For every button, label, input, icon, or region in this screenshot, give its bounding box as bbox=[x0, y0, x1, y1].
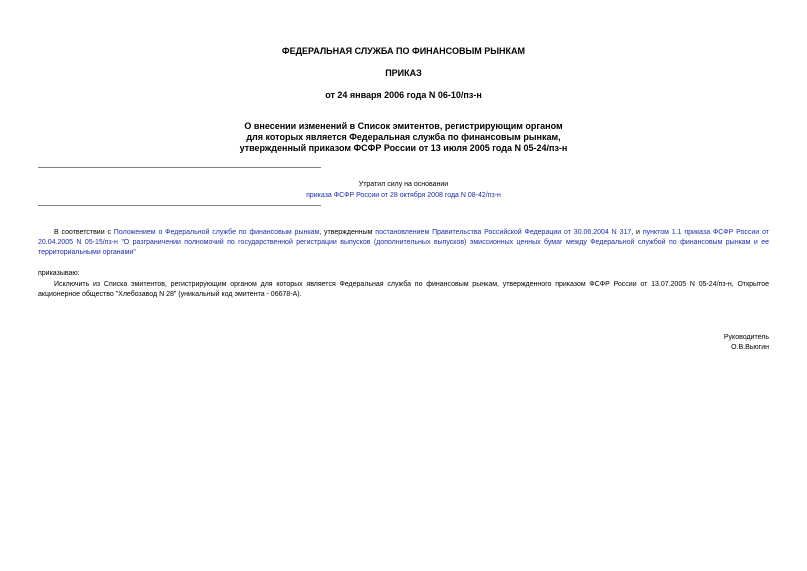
order-clause-link[interactable]: пунктом 1.1 приказа ФСФР России от 20.04.2005 N 05-15/пз-н "О разграничении полномочий по государственной регистрации выпусков (дополнительных выпусков) эмиссионных ценных бумаг между Федеральной службой по финансовым рынкам и ее территориальными органами" bbox=[38, 229, 770, 256]
repeal-link[interactable]: приказа ФСФР России от 28 октября 2008 года N 08-42/пз-н bbox=[306, 192, 501, 199]
order-text: Исключить из Списка эмитентов, регистрирующим органом для которых является Федеральная служба по финансовым рынкам, утвержденного приказом ФСФР России от 13.07.2005 N 05-24/пз-н, Открытое акционерное общество "Хлебозавод N 28" (уникальный код эмитента - 06678-А). bbox=[38, 281, 769, 298]
doc-type-heading: ПРИКАЗ bbox=[385, 68, 422, 78]
repeal-link-row bbox=[0, 191, 807, 201]
preamble-text-3: , и bbox=[631, 229, 643, 236]
doc-date-number: от 24 января 2006 года N 06-10/пз-н bbox=[325, 90, 482, 100]
doc-title-line-2: для которых является Федеральная служба по финансовым рынкам, bbox=[246, 132, 561, 142]
doc-title-line-3: утвержденный приказом ФСФР России от 13 июля 2005 года N 05-24/пз-н bbox=[239, 143, 568, 153]
agency-heading: ФЕДЕРАЛЬНАЯ СЛУЖБА ПО ФИНАНСОВЫМ РЫНКАМ bbox=[281, 46, 526, 56]
doc-title-line-1: О внесении изменений в Список эмитентов, регистрирующим органом bbox=[244, 121, 563, 131]
preamble-paragraph bbox=[38, 228, 769, 258]
preamble-text-2: , утвержденным bbox=[319, 229, 376, 236]
signature-name: О.В.Вьюгин bbox=[731, 344, 769, 351]
regulation-link[interactable]: Положением о Федеральной службе по финансовым рынкам bbox=[113, 229, 320, 236]
top-divider bbox=[38, 167, 321, 168]
government-decree-link[interactable]: постановлением Правительства Российской Федерации от 30.06.2004 N 317 bbox=[375, 229, 632, 236]
order-word: приказываю: bbox=[38, 270, 80, 277]
preamble-text-1: В соответствии с bbox=[54, 229, 114, 236]
repeal-label: Утратил силу на основании bbox=[358, 181, 449, 188]
signature-position: Руководитель bbox=[723, 334, 769, 341]
bottom-divider bbox=[38, 205, 321, 206]
